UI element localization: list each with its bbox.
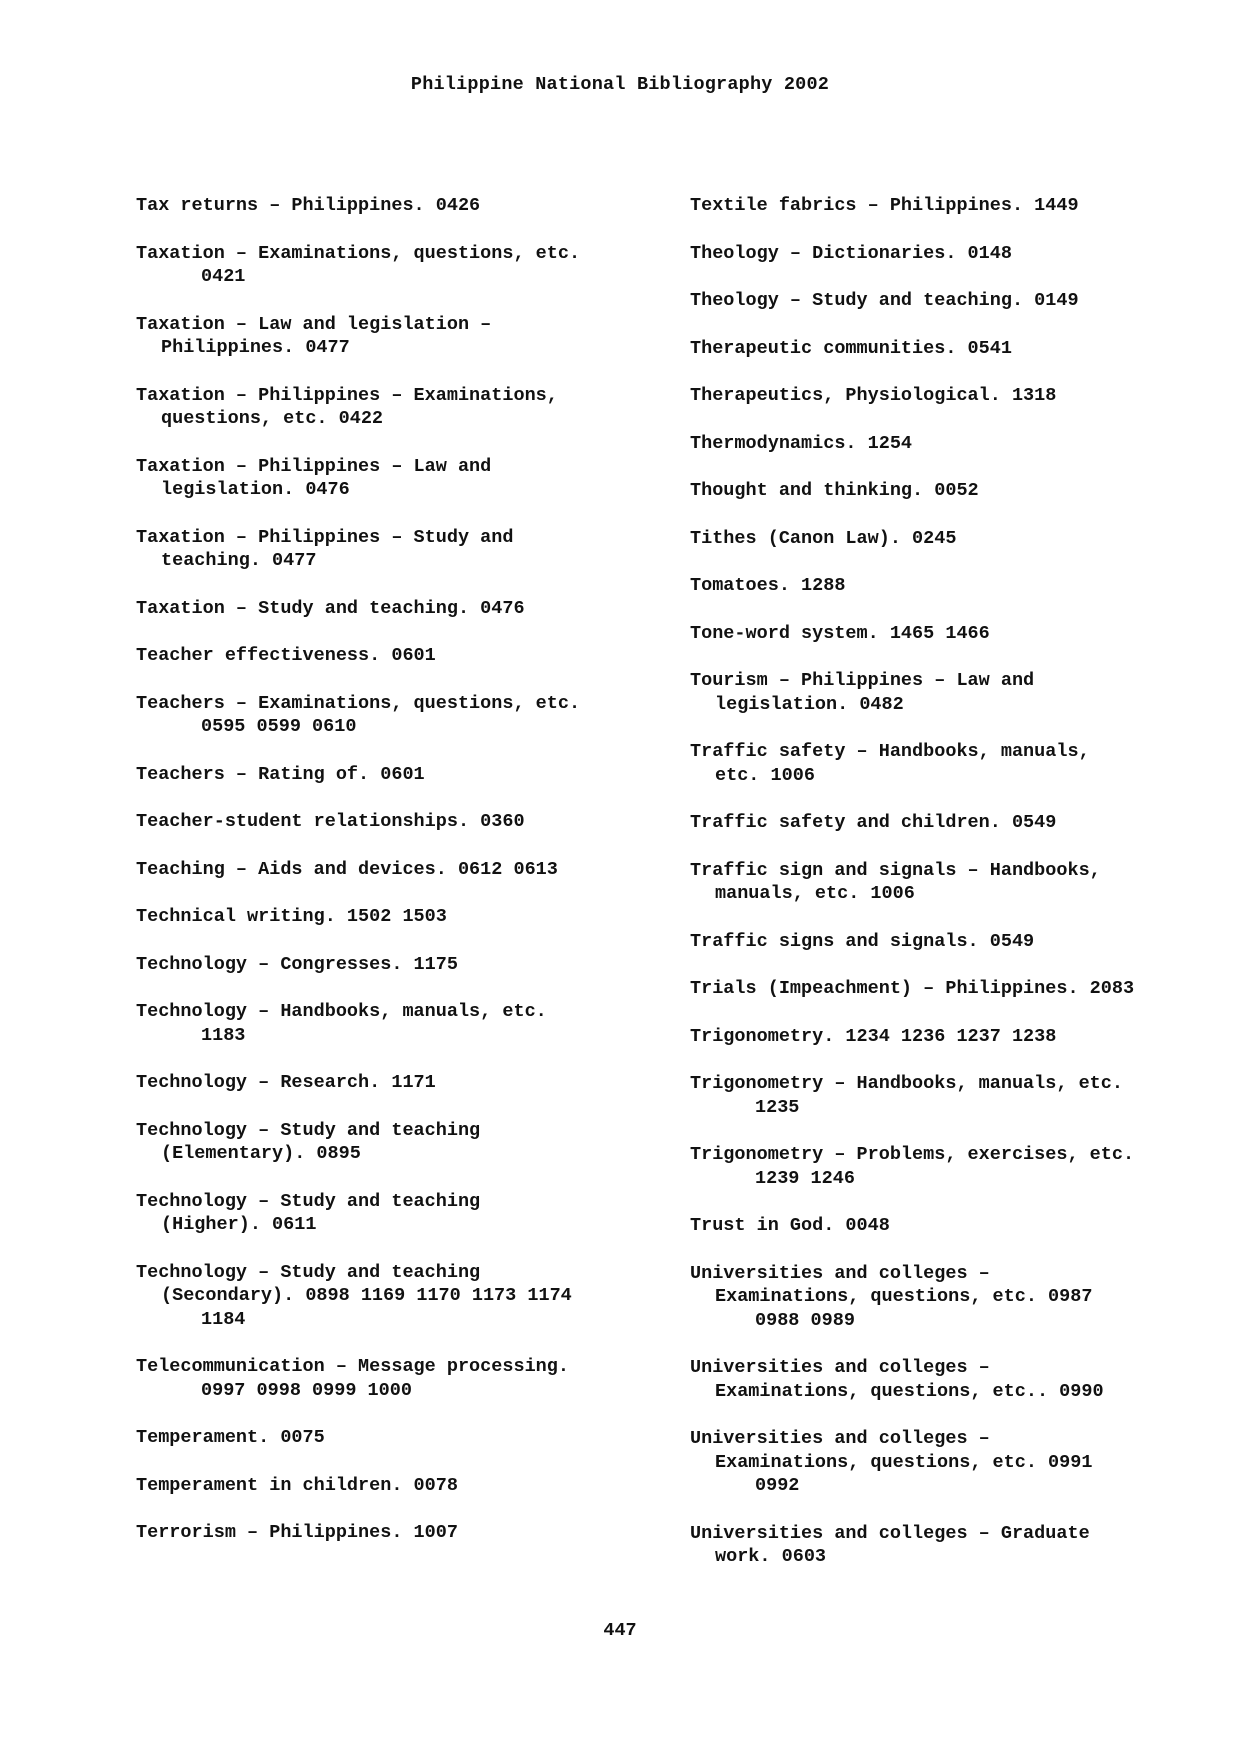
index-continuation-line: Examinations, questions, etc. 0991 bbox=[715, 1451, 1093, 1473]
index-entry bbox=[690, 811, 1210, 835]
index-entry bbox=[690, 669, 1210, 716]
index-continuation-line: questions, etc. 0422 bbox=[161, 408, 384, 429]
index-continuation-line: (Elementary). 0895 bbox=[161, 1143, 361, 1164]
index-continuation-line: etc. 1006 bbox=[715, 764, 815, 786]
index-heading-line: Textile fabrics – Philippines. 1449 bbox=[690, 195, 1079, 216]
index-entry bbox=[690, 1522, 1210, 1569]
index-continuation-line: 1239 1246 bbox=[755, 1167, 855, 1189]
index-entry bbox=[690, 1143, 1210, 1190]
index-heading-line: Teacher effectiveness. 0601 bbox=[136, 645, 436, 666]
index-entry bbox=[690, 859, 1210, 906]
index-continuation-line: 1184 bbox=[201, 1308, 246, 1330]
index-entry bbox=[136, 905, 696, 929]
index-heading-line: Trigonometry. 1234 1236 1237 1238 bbox=[690, 1025, 1057, 1047]
index-continuation-line: 1235 bbox=[755, 1096, 800, 1118]
index-entry bbox=[690, 1072, 1210, 1119]
index-heading-line: Traffic signs and signals. 0549 bbox=[690, 930, 1035, 952]
index-column-left bbox=[136, 194, 696, 1569]
index-heading-line: Teacher-student relationships. 0360 bbox=[136, 811, 525, 832]
index-continuation-line: 0595 0599 0610 bbox=[201, 716, 357, 737]
index-entry bbox=[136, 763, 696, 787]
index-entry bbox=[136, 455, 696, 502]
index-continuation-line: (Secondary). 0898 1169 1170 1173 1174 bbox=[161, 1285, 572, 1306]
index-heading-line: Terrorism – Philippines. 1007 bbox=[136, 1522, 458, 1543]
index-entry bbox=[136, 1426, 696, 1450]
index-heading-line: Technical writing. 1502 1503 bbox=[136, 906, 447, 927]
index-continuation-line: 1183 bbox=[201, 1024, 246, 1046]
index-entry bbox=[136, 1119, 696, 1166]
index-heading-line: Universities and colleges – bbox=[690, 1262, 990, 1284]
index-continuation-line: 0988 0989 bbox=[755, 1309, 855, 1331]
index-column-right bbox=[690, 194, 1210, 1593]
index-heading-line: Teachers – Examinations, questions, etc. bbox=[136, 692, 581, 714]
index-entry bbox=[690, 384, 1210, 408]
index-heading-line: Tomatoes. 1288 bbox=[690, 575, 846, 596]
index-heading-line: Thermodynamics. 1254 bbox=[690, 432, 913, 454]
index-entry bbox=[690, 242, 1210, 266]
index-entry bbox=[690, 527, 1210, 551]
index-heading-line: Teachers – Rating of. 0601 bbox=[136, 763, 425, 785]
index-heading-line: Therapeutics, Physiological. 1318 bbox=[690, 385, 1057, 406]
index-entry bbox=[690, 740, 1210, 787]
index-entry bbox=[136, 858, 696, 882]
index-entry bbox=[136, 644, 696, 668]
index-entry bbox=[690, 432, 1210, 456]
index-continuation-line: Examinations, questions, etc.. 0990 bbox=[715, 1380, 1104, 1402]
index-heading-line: Tourism – Philippines – Law and bbox=[690, 670, 1035, 691]
index-continuation-line: Examinations, questions, etc. 0987 bbox=[715, 1286, 1093, 1307]
index-heading-line: Technology – Study and teaching bbox=[136, 1119, 481, 1141]
index-entry bbox=[136, 1190, 696, 1237]
index-continuation-line: 0997 0998 0999 1000 bbox=[201, 1379, 412, 1401]
index-entry bbox=[690, 1262, 1210, 1333]
index-heading-line: Universities and colleges – bbox=[690, 1357, 990, 1378]
index-heading-line: Taxation – Study and teaching. 0476 bbox=[136, 597, 525, 619]
index-heading-line: Tithes (Canon Law). 0245 bbox=[690, 527, 957, 549]
index-heading-line: Taxation – Philippines – Law and bbox=[136, 455, 492, 477]
index-heading-line: Trigonometry – Handbooks, manuals, etc. bbox=[690, 1073, 1123, 1094]
index-continuation-line: legislation. 0476 bbox=[161, 479, 350, 500]
index-entry bbox=[136, 810, 696, 834]
index-continuation-line: (Higher). 0611 bbox=[161, 1214, 317, 1235]
index-entry bbox=[136, 313, 696, 360]
index-continuation-line: 0992 bbox=[755, 1475, 800, 1496]
index-entry bbox=[690, 1356, 1210, 1403]
running-head: Philippine National Bibliography 2002 bbox=[410, 74, 830, 95]
index-heading-line: Taxation – Examinations, questions, etc. bbox=[136, 242, 581, 264]
index-entry bbox=[136, 597, 696, 621]
index-entry bbox=[136, 692, 696, 739]
index-entry bbox=[690, 289, 1210, 313]
index-heading-line: Traffic sign and signals – Handbooks, bbox=[690, 859, 1101, 881]
index-heading-line: Temperament in children. 0078 bbox=[136, 1474, 458, 1496]
index-continuation-line: work. 0603 bbox=[715, 1546, 827, 1567]
index-continuation-line: Philippines. 0477 bbox=[161, 337, 350, 358]
index-heading-line: Technology – Study and teaching bbox=[136, 1261, 481, 1283]
index-heading-line: Therapeutic communities. 0541 bbox=[690, 337, 1012, 359]
index-entry bbox=[690, 977, 1210, 1001]
index-heading-line: Technology – Congresses. 1175 bbox=[136, 953, 458, 975]
index-heading-line: Taxation – Philippines – Examinations, bbox=[136, 384, 558, 406]
index-continuation-line: legislation. 0482 bbox=[715, 693, 904, 715]
index-heading-line: Trust in God. 0048 bbox=[690, 1215, 890, 1236]
index-heading-line: Thought and thinking. 0052 bbox=[690, 480, 979, 501]
index-entry bbox=[136, 242, 696, 289]
index-heading-line: Taxation – Law and legislation – bbox=[136, 313, 492, 335]
index-entry bbox=[136, 1474, 696, 1498]
index-heading-line: Trials (Impeachment) – Philippines. 2083 bbox=[690, 978, 1135, 999]
index-heading-line: Theology – Study and teaching. 0149 bbox=[690, 290, 1079, 311]
index-heading-line: Universities and colleges – bbox=[690, 1428, 990, 1449]
index-entry bbox=[690, 622, 1210, 646]
index-entry bbox=[136, 384, 696, 431]
page-number: 447 bbox=[603, 1620, 637, 1641]
index-continuation-line: teaching. 0477 bbox=[161, 550, 317, 571]
index-entry bbox=[690, 1214, 1210, 1238]
index-entry bbox=[136, 1071, 696, 1095]
index-continuation-line: 0421 bbox=[201, 266, 246, 287]
index-heading-line: Tax returns – Philippines. 0426 bbox=[136, 195, 481, 216]
index-heading-line: Traffic safety and children. 0549 bbox=[690, 812, 1057, 833]
index-heading-line: Taxation – Philippines – Study and bbox=[136, 526, 514, 548]
index-entry bbox=[136, 1355, 696, 1402]
index-entry bbox=[136, 1000, 696, 1047]
index-entry bbox=[690, 574, 1210, 598]
index-entry bbox=[136, 194, 696, 218]
index-entry bbox=[690, 194, 1210, 218]
index-entry bbox=[136, 953, 696, 977]
index-entry bbox=[136, 526, 696, 573]
index-heading-line: Temperament. 0075 bbox=[136, 1427, 325, 1448]
index-entry bbox=[690, 479, 1210, 503]
index-entry bbox=[136, 1261, 696, 1332]
index-heading-line: Theology – Dictionaries. 0148 bbox=[690, 242, 1012, 264]
index-heading-line: Universities and colleges – Graduate bbox=[690, 1522, 1090, 1544]
index-continuation-line: manuals, etc. 1006 bbox=[715, 883, 915, 904]
index-entry bbox=[690, 337, 1210, 361]
index-heading-line: Tone-word system. 1465 1466 bbox=[690, 622, 990, 644]
index-entry bbox=[690, 1427, 1210, 1498]
index-heading-line: Teaching – Aids and devices. 0612 0613 bbox=[136, 858, 558, 880]
index-heading-line: Technology – Handbooks, manuals, etc. bbox=[136, 1001, 547, 1022]
index-entry bbox=[136, 1521, 696, 1545]
index-heading-line: Telecommunication – Message processing. bbox=[136, 1356, 569, 1377]
index-heading-line: Technology – Study and teaching bbox=[136, 1190, 481, 1212]
index-heading-line: Traffic safety – Handbooks, manuals, bbox=[690, 741, 1090, 762]
index-entry bbox=[690, 930, 1210, 954]
index-entry bbox=[690, 1025, 1210, 1049]
index-heading-line: Trigonometry – Problems, exercises, etc. bbox=[690, 1144, 1135, 1165]
index-heading-line: Technology – Research. 1171 bbox=[136, 1072, 436, 1093]
